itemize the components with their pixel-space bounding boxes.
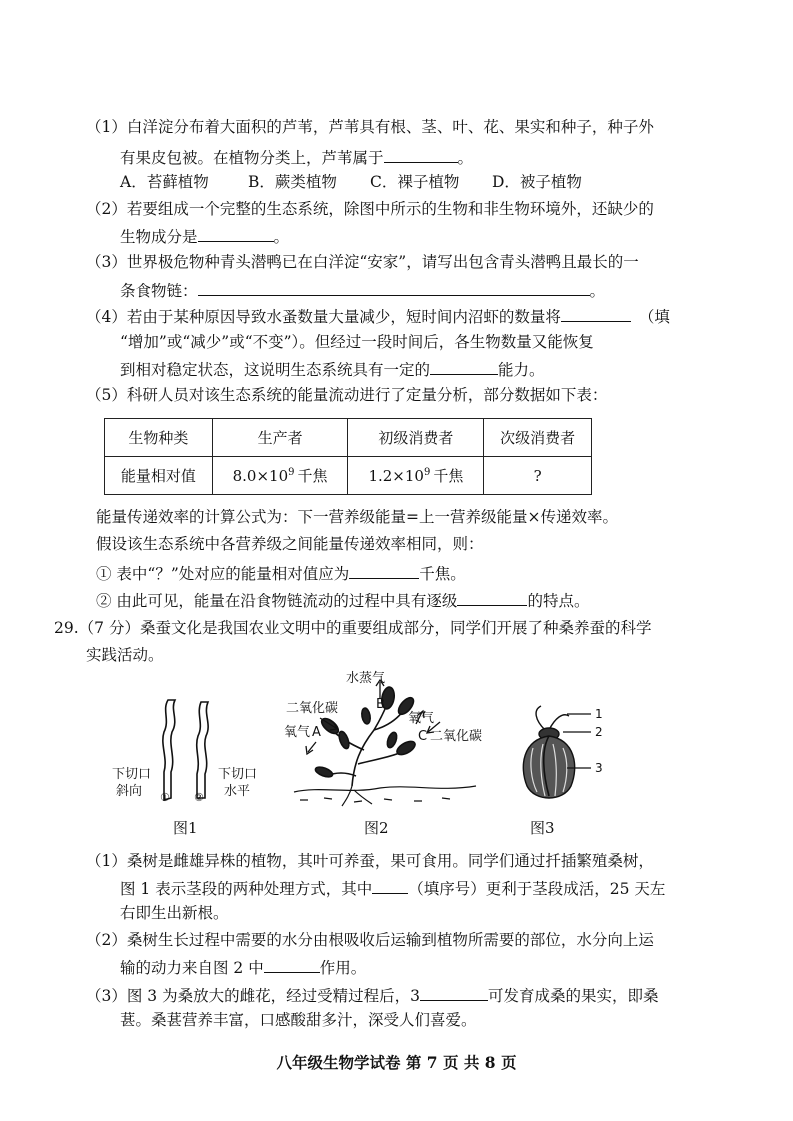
label-c: C bbox=[418, 729, 428, 744]
answer-blank[interactable] bbox=[384, 145, 458, 163]
sub-question-2: ② 由此可见，能量在沿食物链流动的过程中具有逐级 的特点。 bbox=[96, 588, 589, 612]
fig3-num3: 3 bbox=[595, 761, 603, 775]
table-header-row bbox=[105, 419, 592, 457]
header-secondary-consumer: 次级消费者 bbox=[484, 419, 592, 457]
q29-intro-line2: 实践活动。 bbox=[86, 646, 164, 664]
figure1-caption: 图1 bbox=[173, 819, 198, 837]
q28-part3-line2: 条食物链： 。 bbox=[120, 278, 605, 302]
answer-blank[interactable] bbox=[561, 304, 631, 322]
header-producer: 生产者 bbox=[212, 419, 348, 457]
answer-blank[interactable] bbox=[430, 357, 498, 375]
label-a: A bbox=[312, 725, 321, 740]
table-row bbox=[105, 457, 592, 495]
fig1-right-label-2: 水平 bbox=[224, 784, 251, 799]
fig1-num2: ② bbox=[194, 791, 204, 804]
answer-blank[interactable] bbox=[264, 955, 320, 973]
flower-illustration bbox=[523, 706, 574, 798]
figure3-female-flower bbox=[505, 690, 615, 810]
q28-part1-line1: （1）白洋淀分布着大面积的芦苇，芦苇具有根、茎、叶、花、果实和种子，种子外 bbox=[86, 118, 654, 136]
q28-part4-line3: 到相对稳定状态，这说明生态系统具有一定的 能力。 bbox=[120, 357, 545, 381]
answer-blank[interactable] bbox=[457, 588, 527, 606]
label-b: B bbox=[376, 697, 385, 712]
header-primary-consumer: 初级消费者 bbox=[348, 419, 484, 457]
co2-right-label: 二氧化碳 bbox=[430, 729, 483, 744]
stem-cutting-2 bbox=[197, 702, 208, 798]
fig3-num2: 2 bbox=[595, 725, 603, 739]
assumption-text: 假设该生态系统中各营养级之间能量传递效率相同，则： bbox=[96, 535, 484, 553]
producer-energy: $8.0\times 10^9$ 千焦 bbox=[212, 457, 348, 495]
option-a[interactable]: A．苔藓植物 bbox=[120, 173, 209, 191]
q28-part2-line1: （2）若要组成一个完整的生态系统，除图中所示的生物和非生物环境外，还缺少的 bbox=[86, 200, 654, 218]
option-d[interactable]: D．被子植物 bbox=[492, 173, 582, 191]
answer-blank[interactable] bbox=[198, 224, 274, 242]
fig1-num1: ① bbox=[160, 791, 170, 804]
q29-part3-line1: （3）图 3 为桑放大的雌花，经过受精过程后，3 可发育成桑的果实，即桑 bbox=[86, 983, 658, 1007]
option-b[interactable]: B．蕨类植物 bbox=[248, 173, 337, 191]
fig1-left-label-2: 斜向 bbox=[116, 784, 143, 799]
figure3-caption: 图3 bbox=[530, 819, 555, 837]
answer-blank[interactable] bbox=[198, 278, 590, 296]
q29-part1-line3: 右即生出新根。 bbox=[120, 904, 229, 922]
header-species: 生物种类 bbox=[105, 419, 213, 457]
secondary-consumer-energy: ? bbox=[484, 457, 592, 495]
row-label: 能量相对值 bbox=[105, 457, 213, 495]
q28-part1-options bbox=[120, 171, 582, 193]
o2-right-label: 氧气 bbox=[408, 711, 435, 726]
fig3-num1: 1 bbox=[595, 707, 603, 721]
q28-part4-line2: “增加”或“减少”或“不变”）。但经过一段时间后，各生物数量又能恢复 bbox=[120, 333, 594, 351]
primary-consumer-energy: $1.2\times 10^9$ 千焦 bbox=[348, 457, 484, 495]
figure1-stem-cuttings bbox=[100, 690, 270, 810]
formula-text: 能量传递效率的计算公式为：下一营养级能量=上一营养级能量×传递效率。 bbox=[96, 508, 618, 526]
page-footer: 八年级生物学试卷 第 7 页 共 8 页 bbox=[276, 1053, 517, 1072]
q29-part1-line2: 图 1 表示茎段的两种处理方式，其中 （填序号）更利于茎段成活，25 天左 bbox=[120, 876, 665, 900]
q28-part4-line1: （4）若由于某种原因导致水蚤数量大量减少，短时间内沼虾的数量将 （填 bbox=[86, 304, 670, 328]
soil-ground bbox=[294, 786, 476, 806]
q29-part2-line2: 输的动力来自图 2 中 作用。 bbox=[120, 955, 366, 979]
q28-part3-line1: （3）世界极危物种青头潜鸭已在白洋淀“安家”，请写出包含青头潜鸭且最长的一 bbox=[86, 253, 639, 271]
q28-part5-line1: （5）科研人员对该生态系统的能量流动进行了定量分析，部分数据如下表： bbox=[86, 386, 608, 404]
option-c[interactable]: C．裸子植物 bbox=[370, 173, 460, 191]
fig1-right-label-1: 下切口 bbox=[218, 767, 258, 782]
o2-left-label: 氧气 bbox=[284, 725, 311, 740]
q28-part1-line2: 有果皮包被。在植物分类上，芦苇属于 。 bbox=[120, 145, 473, 169]
sub-question-1: ① 表中“？”处对应的能量相对值应为 千焦。 bbox=[96, 561, 466, 585]
energy-table bbox=[104, 418, 592, 495]
q29-part3-line2: 葚。桑葚营养丰富，口感酸甜多汁，深受人们喜爱。 bbox=[120, 1011, 477, 1029]
q29-part1-line1: （1）桑树是雌雄异株的植物，其叶可养蚕，果可食用。同学们通过扦插繁殖桑树， bbox=[86, 852, 654, 870]
answer-blank[interactable] bbox=[349, 561, 419, 579]
water-vapor-label: 水蒸气 bbox=[346, 671, 386, 686]
figure2-plant bbox=[280, 668, 495, 813]
answer-blank[interactable] bbox=[372, 876, 408, 894]
co2-left-label: 二氧化碳 bbox=[286, 701, 339, 716]
q29-intro-line1: 29.（7 分）桑蚕文化是我国农业文明中的重要组成部分，同学们开展了种桑养蚕的科学 bbox=[54, 619, 652, 637]
fig1-left-label-1: 下切口 bbox=[112, 767, 152, 782]
figure2-caption: 图2 bbox=[364, 819, 389, 837]
stem-cutting-1 bbox=[163, 700, 175, 800]
answer-blank[interactable] bbox=[420, 983, 488, 1001]
q29-part2-line1: （2）桑树生长过程中需要的水分由根吸收后运输到植物所需要的部位，水分向上运 bbox=[86, 931, 654, 949]
q28-part2-line2: 生物成分是 。 bbox=[120, 224, 289, 248]
